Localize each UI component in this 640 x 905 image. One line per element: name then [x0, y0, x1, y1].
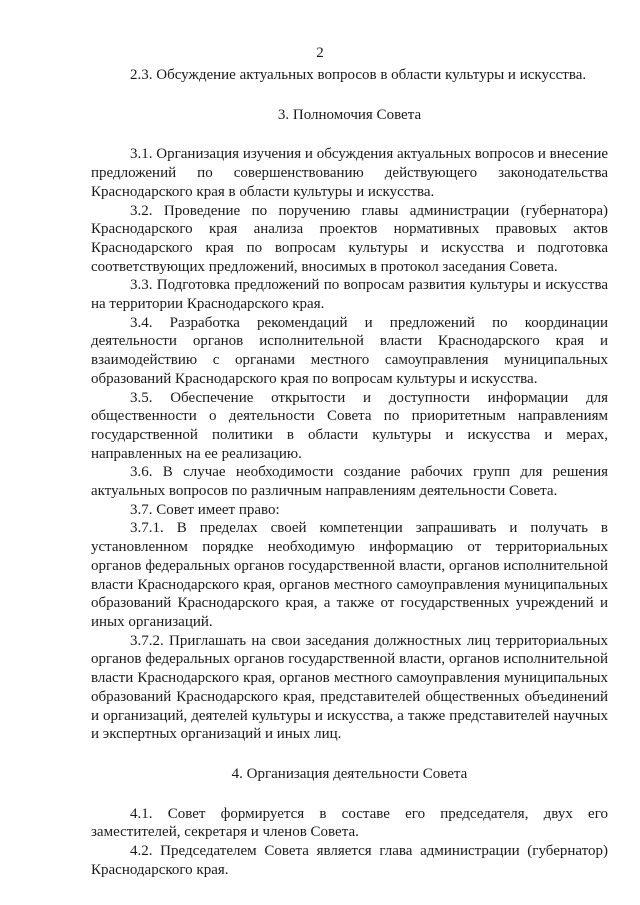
paragraph-4-2: 4.2. Председателем Совета является глава администрации (губернатор) Краснодарского края.	[91, 843, 608, 878]
paragraph-3-6: 3.6. В случае необходимости создание рабочих групп для решения актуальных вопросов по различным направлениям деятельности Совета.	[91, 464, 608, 500]
spacer	[91, 744, 608, 765]
paragraph-3-3: 3.3. Подготовка предложений по вопросам развития культуры и искусства на территории Краснодарского края.	[91, 277, 608, 313]
document-body	[91, 66, 608, 879]
paragraph-3-5: 3.5. Обеспечение открытости и доступности информации для общественности о деятельности Совета по приоритетным направлениям государственной политики в области культуры и искусства и мерах, направленных на ее реализацию.	[91, 389, 608, 462]
spacer	[91, 124, 608, 145]
paragraph-2-3: 2.3. Обсуждение актуальных вопросов в области культуры и искусства.	[130, 67, 587, 83]
paragraph-3-2: 3.2. Проведение по поручению главы администрации (губернатора) Краснодарского края анализа проектов нормативных правовых актов Краснодарского края по вопросам культуры и искусства и подготовка соответствующих предложений, вносимых в протокол заседания Совета.	[91, 202, 608, 275]
paragraph-4-1: 4.1. Совет формируется в составе его председателя, двух его заместителей, секретаря и членов Совета.	[91, 805, 608, 841]
paragraph-3-7: 3.7. Совет имеет право:	[130, 501, 280, 518]
paragraph-3-1: 3.1. Организация изучения и обсуждения актуальных вопросов и внесение предложений по совершенствованию действующего законодательства Краснодарского края в области культуры и искусства.	[91, 146, 608, 200]
paragraph-3-4: 3.4. Разработка рекомендаций и предложений по координации деятельности органов исполнительной власти Краснодарского края и взаимодействию с органами местного самоуправления муниципальных образований Краснодарского края по вопросам культуры и искусства.	[91, 314, 608, 387]
section-heading-3: 3. Полномочия Совета	[277, 106, 422, 123]
spacer	[91, 85, 608, 106]
spacer	[91, 784, 608, 805]
paragraph-3-7-1: 3.7.1. В пределах своей компетенции запрашивать и получать в установленном порядке необходимую информацию от территориальных органов федеральных органов государственной власти, органов исполнительной власти Краснодарского края, органов местного самоуправления муниципальных образований Краснодарского края, а также от государственных учреждений и иных организаций.	[91, 520, 608, 630]
paragraph-3-7-2: 3.7.2. Приглашать на свои заседания должностных лиц территориальных органов федеральных органов государственной власти, органов исполнительной власти Краснодарского края, органов местного самоуправления муниципальных образований Краснодарского края, представителей общественных объединений и организаций, деятелей культуры и искусства, а также представителей научных и экспертных организаций и иных лиц.	[91, 632, 608, 743]
page-number: 2	[316, 45, 324, 61]
section-heading-4: 4. Организация деятельности Совета	[231, 765, 468, 782]
